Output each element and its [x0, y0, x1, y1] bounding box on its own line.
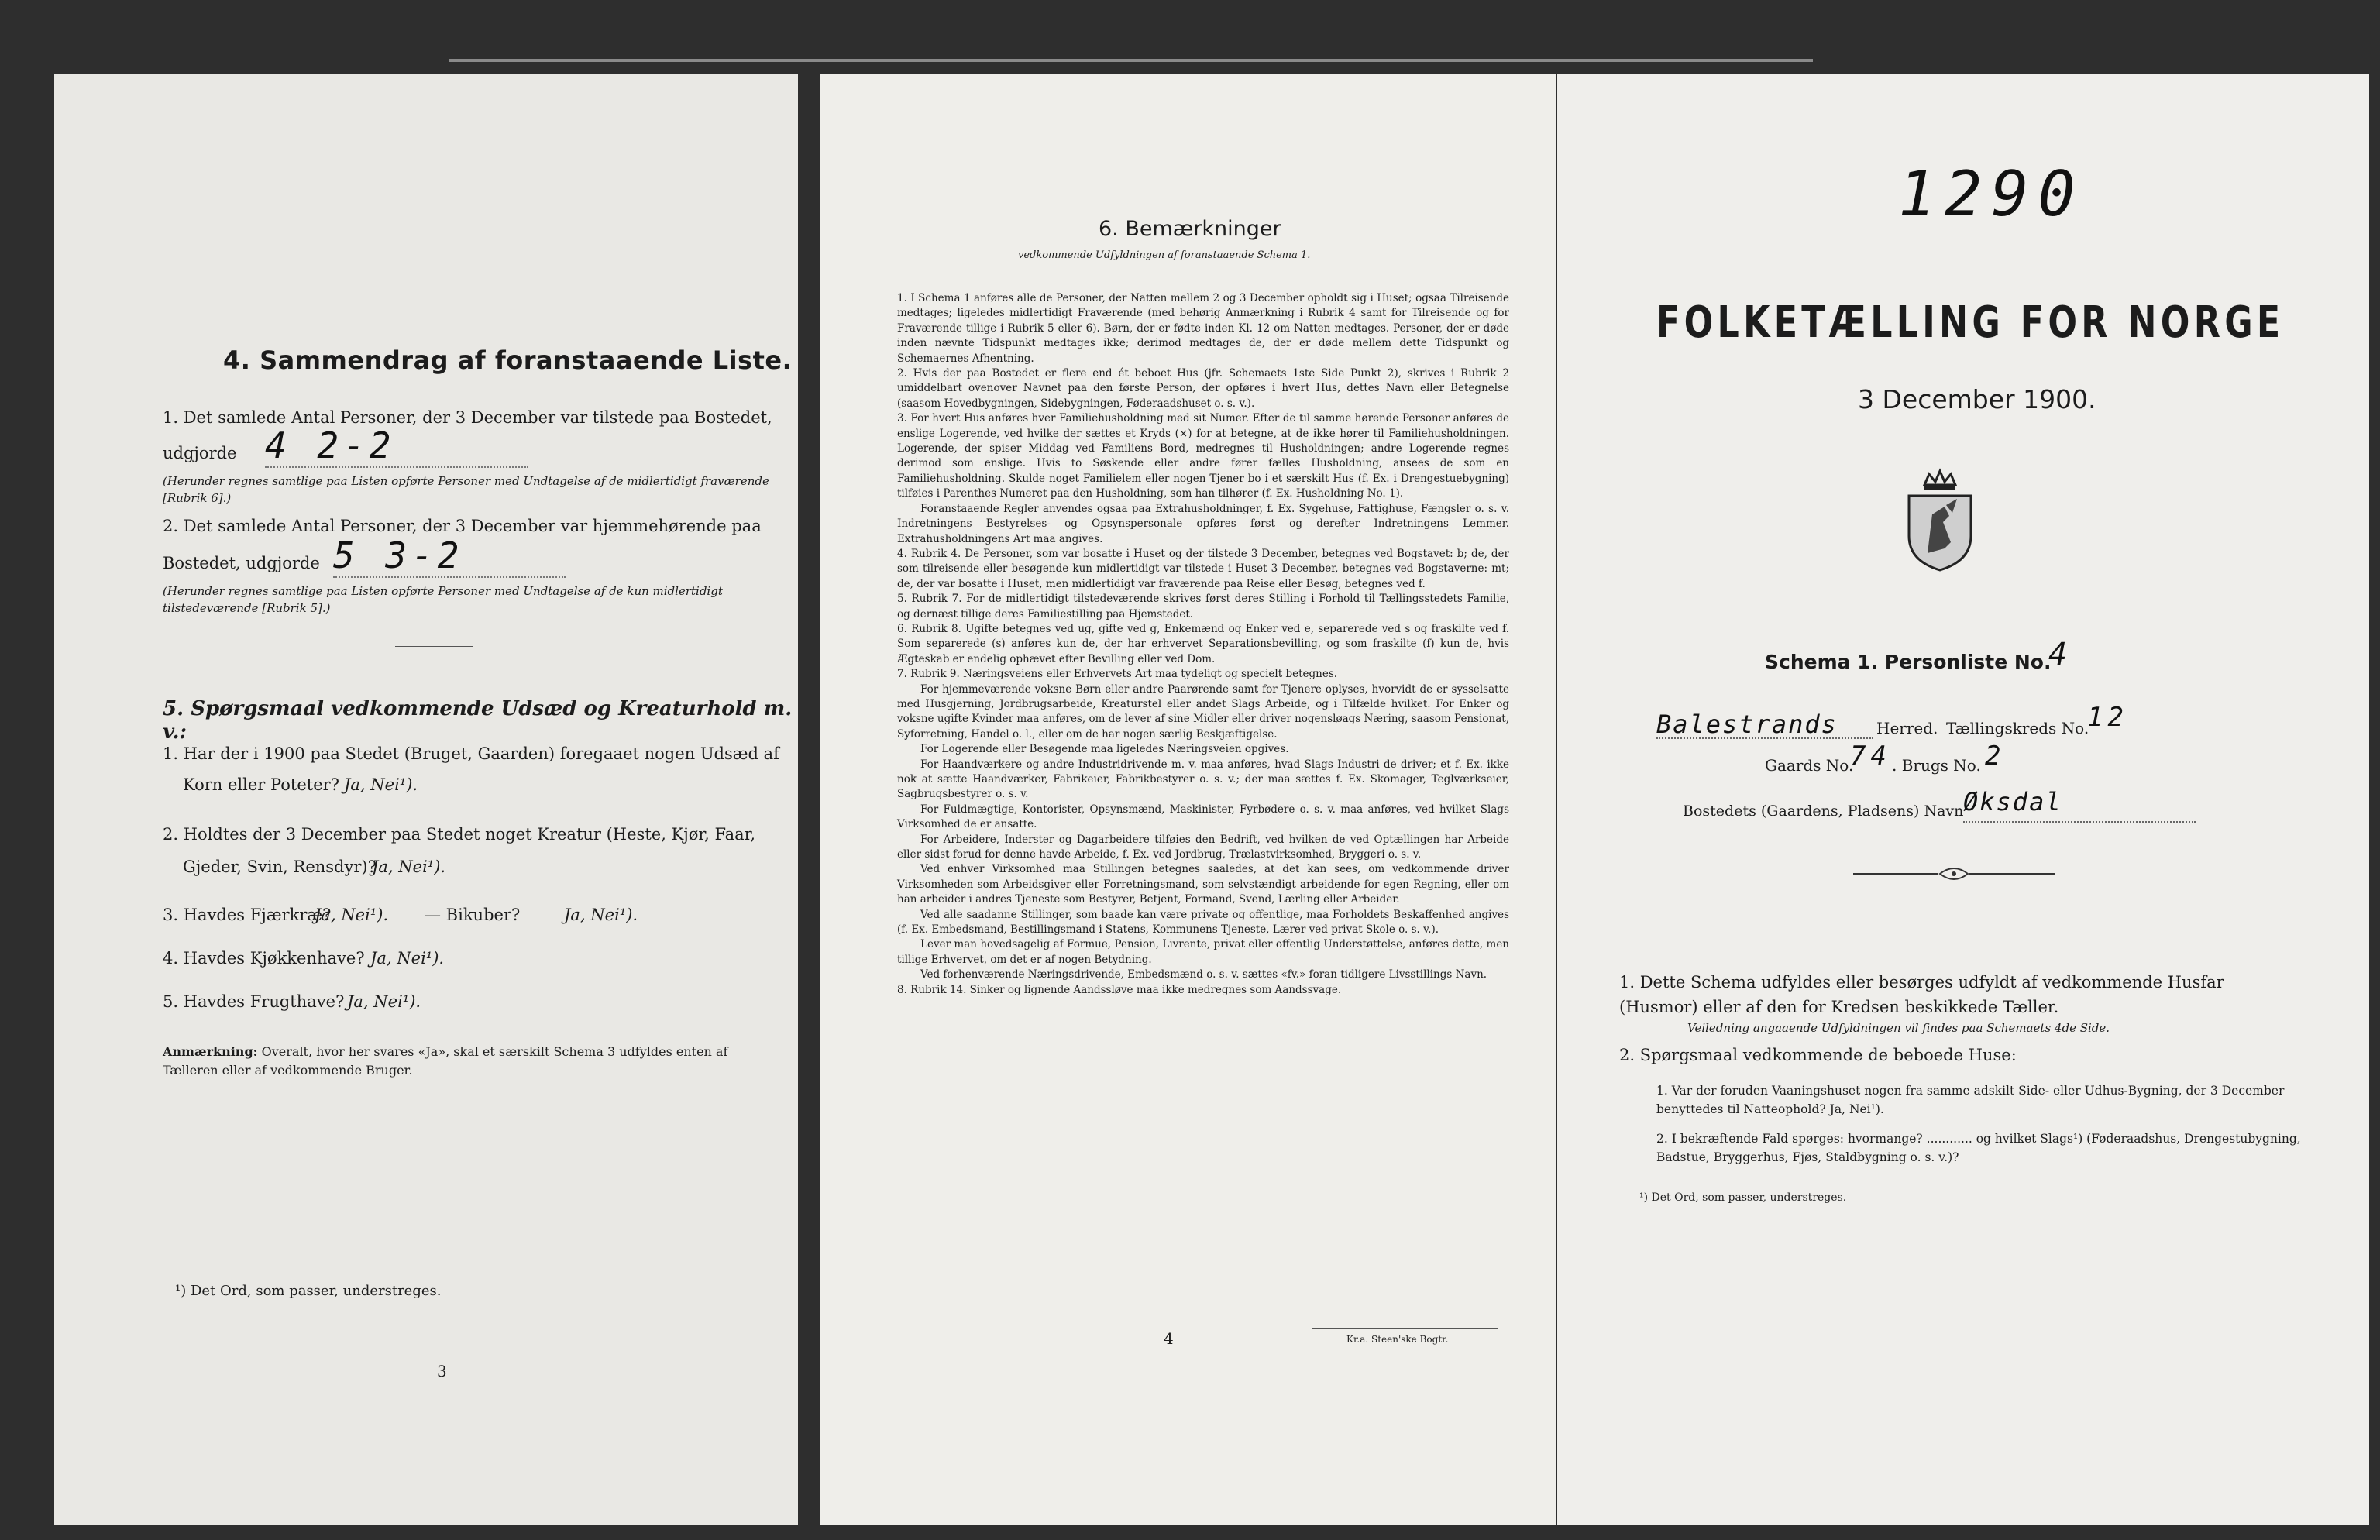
kreds-handwritten: 12	[2087, 702, 2128, 733]
instruction-2: 2. Spørgsmaal vedkommende de beboede Huse:	[1619, 1046, 2017, 1064]
s3-answer-2: Ja, Nei¹).	[564, 906, 638, 924]
remarks-paragraph: 1. I Schema 1 anføres alle de Personer, der Natten mellem 2 og 3 December opholdt sig i Huset; ogsaa Tilreisende medtages; ligeledes midlertidigt Fraværende (med behørig Anmærkning i Rubrik 4 samt for Tilreisende og for Fraværende tillige i Rubrik 5 eller 6). Børn, der er fødte inden Kl. 12 om Natten medtages. Personer, der er døde inden nævnte Tidspunkt medtages ikke; derimod medtages de, der er døde mellem dette Tidspunkt og Schemaernes Afhentning.	[897, 292, 1509, 365]
q2-handwritten-answer: 5 3-2	[333, 535, 566, 578]
s5-question: 5. Havdes Frugthave?	[163, 992, 345, 1011]
remarks-paragraph: For Logerende eller Besøgende maa ligeledes Næringsveien opgives.	[920, 743, 1289, 756]
printer-rule	[1312, 1328, 1498, 1329]
remarks-paragraph: Foranstaaende Regler anvendes ogsaa paa Extrahusholdninger, f. Ex. Sygehuse, Fattighuse, Fængsler o. s. v. Indretningens Bestyrelses- og Opsynspersonale opføres først og derefter Indretningens Lemmer. Extrahusholdningens Art maa angives.	[897, 502, 1509, 545]
s2-question: Gjeder, Svin, Rensdyr)?	[183, 858, 377, 876]
coat-of-arms-icon	[1901, 468, 1979, 573]
remarks-paragraph: 6. Rubrik 8. Ugifte betegnes ved ug, gifte ved g, Enkemænd og Enker ved e, separerede ved s og fraskilte ved f. Som separerede (s) anføres kun de, der har erhvervet Separationsbevilling, og som fraskilte (f) kun de, hvis Ægteskab er endelig ophævet efter Bevilling eller ved Dom.	[897, 622, 1509, 665]
q2-line: 2. Det samlede Antal Personer, der 3 December var hjemmehørende paa	[163, 517, 762, 535]
section-4-heading: 4. Sammendrag af foranstaaende Liste.	[223, 345, 793, 375]
handwritten-stamp-number: 1290	[1898, 158, 2085, 230]
remarks-paragraph: For Arbeidere, Inderster og Dagarbeidere tilføies den Bedrift, ved hvilken de ved Optællingen har Arbeide eller sidst forud for denne havde Arbeide, f. Ex. ved Jordbrug, Trælastvirksomhed, Bryggeri o. s. v.	[897, 833, 1509, 861]
s4-answer: Ja, Nei¹).	[370, 949, 445, 968]
page-number: 3	[437, 1362, 447, 1380]
remarks-subheading: vedkommende Udfyldningen af foranstaaende Schema 1.	[1018, 249, 1311, 261]
s3-answer-1: Ja, Nei¹).	[315, 906, 389, 924]
q2-bostedet: Bostedet, udgjorde	[163, 554, 320, 572]
herred-field	[1656, 710, 1873, 739]
instruction-1: 1. Dette Schema udfyldes eller besørges udfyldt af vedkommende Husfar (Husmor) eller af den for Kredsen beskikkede Tæller.	[1619, 973, 2224, 1016]
page-number: 4	[1164, 1329, 1174, 1348]
s1-answer: Ja, Nei¹).	[344, 775, 418, 794]
s3-question: 3. Havdes Fjærkræ?	[163, 906, 332, 924]
remarks-paragraph: Ved alle saadanne Stillinger, som baade kan være private og offentlige, maa Forholdets Beskaffenhed angives (f. Ex. Embedsmand, Bestillingsmand i Statens, Kommunens Tjeneste, Lærer ved privat Skole o. s. v.).	[897, 908, 1509, 937]
remarks-paragraph: Ved enhver Virksomhed maa Stillingen betegnes saaledes, at det kan sees, om vedkommende driver Virksomheden som Arbeidsgiver eller Forretningsmand, som selvstændigt arbeidende for egen Regning, eller om han arbeider i andres Tjeneste som Bestyrer, Betjent, Formand, Svend, Lærling eller Arbeider.	[897, 863, 1509, 906]
anmaerkning	[163, 1043, 782, 1080]
q1-note: (Herunder regnes samtlige paa Listen opførte Personer med Undtagelse af de midlertidigt fraværende [Rubrik 6].)	[163, 474, 769, 505]
s2-line: 2. Holdtes der 3 December paa Stedet noget Kreatur (Heste, Kjør, Faar,	[163, 825, 756, 844]
footnote: ¹) Det Ord, som passer, understreges.	[1639, 1191, 1847, 1204]
footnote: ¹) Det Ord, som passer, understreges.	[175, 1283, 442, 1299]
gaards-label: Gaards No.	[1765, 756, 1854, 775]
s4-question: 4. Havdes Kjøkkenhave?	[163, 949, 365, 968]
remarks-paragraph: 4. Rubrik 4. De Personer, som var bosatte i Huset og der tilstede 3 December, betegnes ved Bogstavet: b; de, der som tilreisende eller besøgende kun midlertidigt var tilstede i Huset 3 December, betegnes ved Bogstaverne: mt; de, der var bosatte i Huset, men midlertidigt var fraværende paa Reise eller Besøg, betegnes ved f.	[897, 547, 1509, 590]
remarks-paragraph: 3. For hvert Hus anføres hver Familiehusholdning med sit Numer. Efter de til samme hørende Personer anføres de enslige Logerende, ved hvilke der sættes et Kryds (×) for at betegne, at de ikke hører til Familiehusholdningen. Logerende, der spiser Middag ved Familiens Bord, medregnes til Husholdningen; andre Logerende regnes derimod som enslige. Hvis to Søskende eller andre fører fælles Husholdning, ansees de som en Familiehusholdning. Skulde noget Familielem eller nogen Tjener bo i et særskilt Hus (f. Ex. i Drengestuebygning) tilføies i Parenthes Numeret paa den Husholdning, som han tilhører (f. Ex. Husholdning No. 1).	[897, 412, 1509, 500]
section-5-heading: 5. Spørgsmaal vedkommende Udsæd og Kreaturhold m. v.:	[163, 697, 793, 744]
instruction-2-1: 1. Var der foruden Vaaningshuset nogen fra samme adskilt Side- eller Udhus-Bygning, der 3 December benyttedes til Natteophold? Ja, Nei¹).	[1656, 1084, 2285, 1116]
page-3	[54, 74, 798, 1525]
q1-handwritten-answer: 4 2-2	[265, 425, 528, 468]
schema-label: Schema 1. Personliste No.	[1765, 651, 2052, 673]
instruction-2-2: 2. I bekræftende Fald spørges: hvormange? ............ og hvilket Slags¹) (Føderaadshus, Drengestubygning, Badstue, Bryggerhus, Fjøs, Staldbygning o. s. v.)?	[1656, 1132, 2301, 1164]
anmaerkning-label: Anmærkning:	[163, 1044, 258, 1059]
top-edge-line	[449, 59, 1813, 62]
remarks-paragraph: Lever man hovedsagelig af Formue, Pension, Livrente, privat eller offentlig Understøttelse, anføres dette, men tillige Erhvervet, om det er af nogen Betydning.	[897, 938, 1509, 966]
s1-question: Korn eller Poteter?	[183, 775, 339, 794]
gaards-handwritten: 74	[1850, 741, 1891, 772]
page-1	[1557, 74, 2369, 1525]
remarks-paragraph: 5. Rubrik 7. For de midlertidigt tilstedeværende skrives først deres Stilling i Forhold til Tællingsstedets Familie, og dernæst tillige deres Familiestilling paa Hjemstedet.	[897, 593, 1509, 620]
remarks-paragraph: 7. Rubrik 9. Næringsveiens eller Erhvervets Art maa tydeligt og specielt betegnes.	[897, 668, 1338, 681]
instruction-1-note: Veiledning angaaende Udfyldningen vil findes paa Schemaets 4de Side.	[1687, 1021, 2110, 1035]
q1-udgjorde: udgjorde	[163, 444, 237, 462]
remarks-paragraph: For Fuldmægtige, Kontorister, Opsynsmænd, Maskinister, Fyrbødere o. s. v. maa anføres, ved hvilket Slags Virksomhed de er ansatte.	[897, 803, 1509, 831]
remarks-body	[897, 291, 1509, 998]
remarks-paragraph: 2. Hvis der paa Bostedet er flere end ét beboet Hus (jfr. Schemaets 1ste Side Punkt 2), skrives i Rubrik 2 umiddelbart ovenover Navnet paa den første Person, der opføres i hvert Hus, dettes Navn eller Betegnelse (saasom Hovedbygningen, Sidebygningen, Føderaadshuset o. s. v.).	[897, 367, 1509, 410]
brugs-label: . Brugs No.	[1892, 756, 1981, 775]
s1-line: 1. Har der i 1900 paa Stedet (Bruget, Gaarden) foregaaet nogen Udsæd af	[163, 744, 779, 763]
s5-answer: Ja, Nei¹).	[347, 992, 421, 1011]
page-4	[820, 74, 1556, 1525]
bosted-label: Bostedets (Gaardens, Pladsens) Navn	[1683, 803, 1964, 820]
bosted-field	[1963, 787, 2196, 823]
remarks-heading: 6. Bemærkninger	[1099, 217, 1281, 241]
s3-bikuber: — Bikuber?	[425, 906, 521, 924]
schema-number-handwritten: 4	[2048, 637, 2072, 672]
bosted-handwritten: Øksdal	[1963, 787, 2062, 816]
q1-line: 1. Det samlede Antal Personer, der 3 December var tilstede paa Bostedet,	[163, 408, 772, 427]
divider	[395, 646, 473, 647]
ornament-divider-icon	[1853, 865, 2055, 883]
remarks-paragraph: 8. Rubrik 14. Sinker og lignende Aandssløve maa ikke medregnes som Aandssvage.	[897, 983, 1342, 996]
herred-label: Herred.	[1876, 719, 1938, 737]
s2-answer: Ja, Nei¹).	[372, 858, 446, 876]
remarks-paragraph: For Haandværkere og andre Industridrivende m. v. maa anføres, hvad Slags Industri de driver; et f. Ex. ikke nok at sætte Haandværker, Fabrikeier, Fabrikbestyrer o. s. v.; der maa sættes f. Ex. Skomager, Teglværkseier, Sagbrugsbestyrer o. s. v.	[897, 758, 1509, 801]
q2-note: (Herunder regnes samtlige paa Listen opførte Personer med Undtagelse af de kun midlertidigt tilstedeværende [Rubrik 5].)	[163, 584, 723, 615]
document-date: 3 December 1900.	[1858, 384, 2096, 414]
remarks-paragraph: Ved forhenværende Næringsdrivende, Embedsmænd o. s. v. sættes «fv.» foran tidligere Livsstillings Navn.	[920, 968, 1488, 981]
anmaerkning-text: Overalt, hvor her svares «Ja», skal et særskilt Schema 3 udfyldes enten af Tælleren eller af vedkommende Bruger.	[163, 1044, 728, 1078]
herred-handwritten: Balestrands	[1656, 710, 1838, 739]
printer-name: Kr.a. Steen'ske Bogtr.	[1346, 1334, 1449, 1345]
kreds-label: Tællingskreds No.	[1946, 719, 2089, 737]
brugs-handwritten: 2	[1985, 741, 2006, 772]
document-title: FOLKETÆLLING FOR NORGE	[1656, 297, 2285, 348]
remarks-paragraph: For hjemmeværende voksne Børn eller andre Paarørende samt for Tjenere oplyses, hvorvidt de er sysselsatte med Husgjerning, Jordbrugsarbeide, Kreaturstel eller andet Slags Arbeide, og i Tilfælde hvilket. For Enker og voksne ugifte Kvinder maa anføres, om de lever af sine Midler eller driver nogensløags Næring, saasom Pensionat, Syforretning, Handel o. l., eller om de har nogen særlig Beskjæftigelse.	[897, 682, 1509, 741]
